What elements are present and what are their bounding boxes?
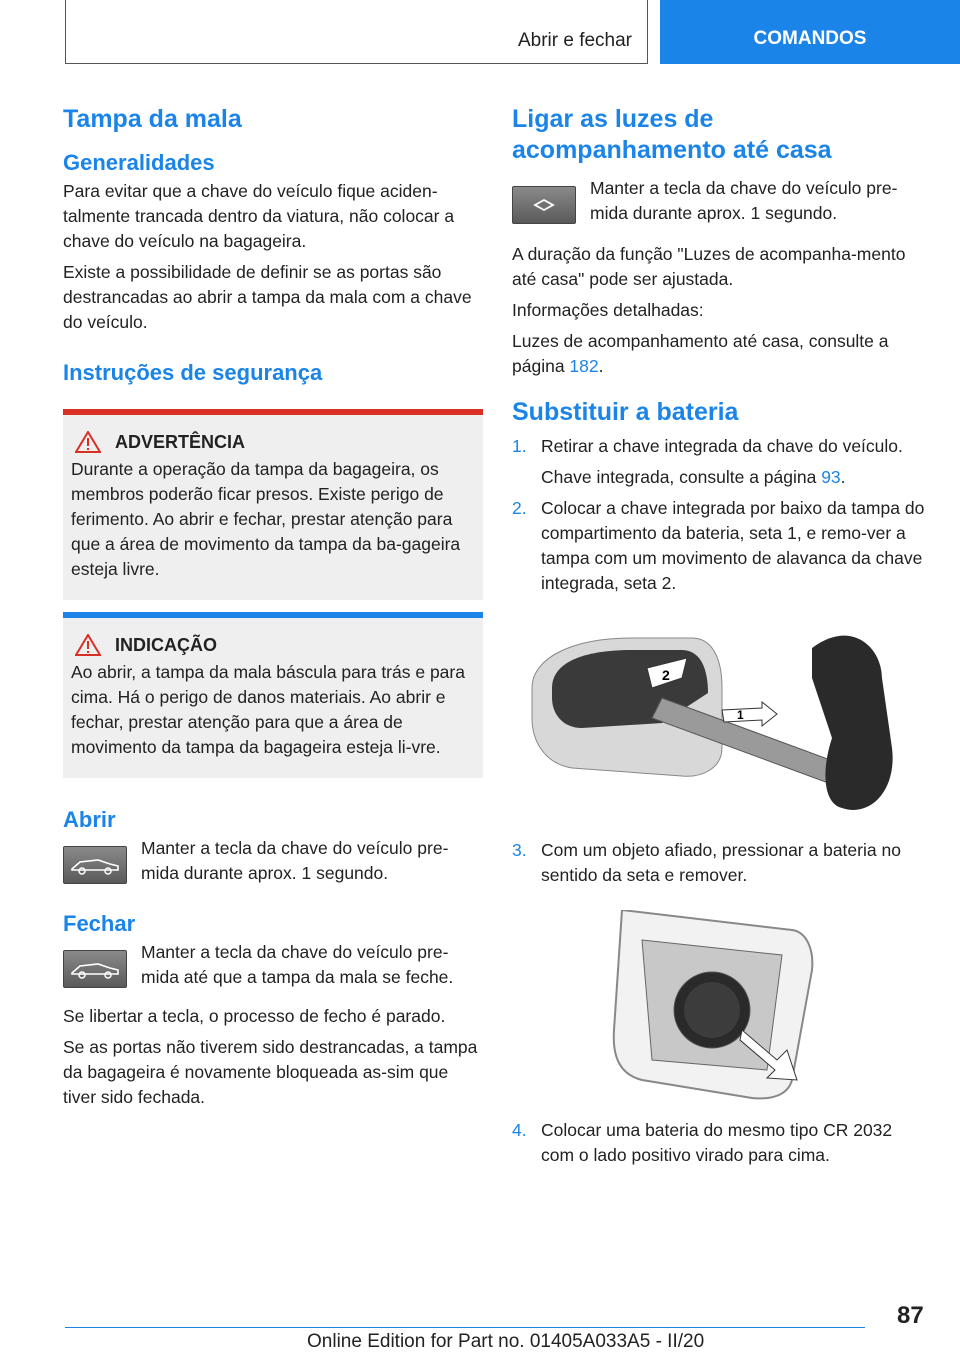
step-number: 1. xyxy=(512,436,527,456)
warning-text: Durante a operação da tampa da bagageira, os membros poderão ficar presos. Existe perigo de ferimento. Ao abrir e fechar, prestar atenção para que a área de movimento da tampa da ba-gageira esteja livre. xyxy=(71,459,461,579)
heading-safety: Instruções de segurança xyxy=(63,360,323,385)
section-title-trunk: Tampa da mala xyxy=(63,105,242,133)
close-instruction: Manter a tecla da chave do veículo pre-mida até que a tampa da mala se feche. xyxy=(141,942,454,987)
home-lights-paragraph-2: Informações detalhadas: xyxy=(512,300,704,320)
general-paragraph-2: Existe a possibilidade de definir se as portas são destrancadas ao abrir a tampa da mala com a chave do veículo. xyxy=(63,262,472,332)
step-text: Retirar a chave integrada da chave do veículo. xyxy=(541,436,903,456)
step-item xyxy=(512,496,930,596)
home-lights-paragraph-1: A duração da função "Luzes de acompanha-mento até casa" pode ser ajustada. xyxy=(512,244,906,289)
heading-general: Generalidades xyxy=(63,150,215,175)
step-text: Com um objeto afiado, pressionar a bateria no sentido da seta e remover. xyxy=(541,840,901,885)
figure-arrow-label-2: 2 xyxy=(662,667,670,683)
battery-compartment-illustration xyxy=(592,910,822,1100)
page-number: 87 xyxy=(897,1302,924,1329)
note-title: INDICAÇÃO xyxy=(115,634,217,655)
header-section-title: Abrir e fechar xyxy=(517,30,632,51)
step-item: 1. Retirar a chave integrada da chave do veículo. Chave integrada, consulte a página 93. xyxy=(512,434,930,490)
step-number: 3. xyxy=(512,840,527,860)
car-trunk-key-icon xyxy=(63,846,127,884)
open-instruction: Manter a tecla da chave do veículo pre-mida durante aprox. 1 segundo. xyxy=(141,838,449,883)
close-paragraph-1: Se libertar a tecla, o processo de fecho é parado. xyxy=(63,1006,446,1026)
home-lights-instruction: Manter a tecla da chave do veículo pre-mida durante aprox. 1 segundo. xyxy=(590,178,898,223)
step-subtext: Chave integrada, consulte a página xyxy=(541,467,822,487)
warning-title: ADVERTÊNCIA xyxy=(115,431,246,452)
note-text: Ao abrir, a tampa da mala báscula para trás e para cima. Há o perigo de danos materiais. Ao abrir e fechar, prestar atenção para que a área de movimento da tampa da bagageira esteja li-vre. xyxy=(71,662,465,757)
warning-box xyxy=(63,409,483,600)
home-lights-paragraph-3: Luzes de acompanhamento até casa, consulte a página 182. xyxy=(512,331,889,376)
footer-divider xyxy=(65,1327,865,1328)
step-item xyxy=(512,1118,930,1168)
step-text: Colocar a chave integrada por baixo da tampa do compartimento da bateria, seta 1, e remo-ver a tampa com um movimento de alavanca da chave integrada, seta 2. xyxy=(541,498,925,593)
section-title-home-lights: Ligar as luzes de acompanhamento até casa xyxy=(512,105,832,164)
left-column xyxy=(63,100,483,1110)
step-item xyxy=(512,838,930,888)
right-column xyxy=(512,100,930,1168)
note-box xyxy=(63,612,483,778)
page-link-93[interactable]: 93 xyxy=(821,467,841,487)
general-paragraph-1: Para evitar que a chave do veículo fique aciden-talmente trancada dentro da viatura, não colocar a chave do veículo na bagageira. xyxy=(63,181,455,251)
page-link-182[interactable]: 182 xyxy=(569,356,599,376)
step-text: Colocar uma bateria do mesmo tipo CR 2032 com o lado positivo virado para cima. xyxy=(541,1120,893,1165)
warning-triangle-icon xyxy=(75,431,101,453)
step-number: 2. xyxy=(512,498,527,518)
heading-close: Fechar xyxy=(63,911,136,936)
section-title-battery: Substituir a bateria xyxy=(512,398,739,426)
light-key-icon xyxy=(512,186,576,224)
home-lights-ref-text: Luzes de acompanhamento até casa, consulte a página xyxy=(512,331,889,376)
close-paragraph-2: Se as portas não tiverem sido destrancadas, a tampa da bagageira é novamente bloqueada as-sim que tiver sido fechada. xyxy=(63,1037,478,1107)
car-trunk-key-icon xyxy=(63,950,127,988)
footer-edition: Online Edition for Part no. 01405A033A5 - II/20 xyxy=(307,1331,705,1352)
figure-arrow-label-1: 1 xyxy=(737,708,744,722)
heading-open: Abrir xyxy=(63,807,116,832)
note-triangle-icon xyxy=(75,634,101,656)
key-removal-illustration xyxy=(512,618,912,818)
step-number: 4. xyxy=(512,1120,527,1140)
header-chapter-tab: COMANDOS xyxy=(660,0,960,64)
